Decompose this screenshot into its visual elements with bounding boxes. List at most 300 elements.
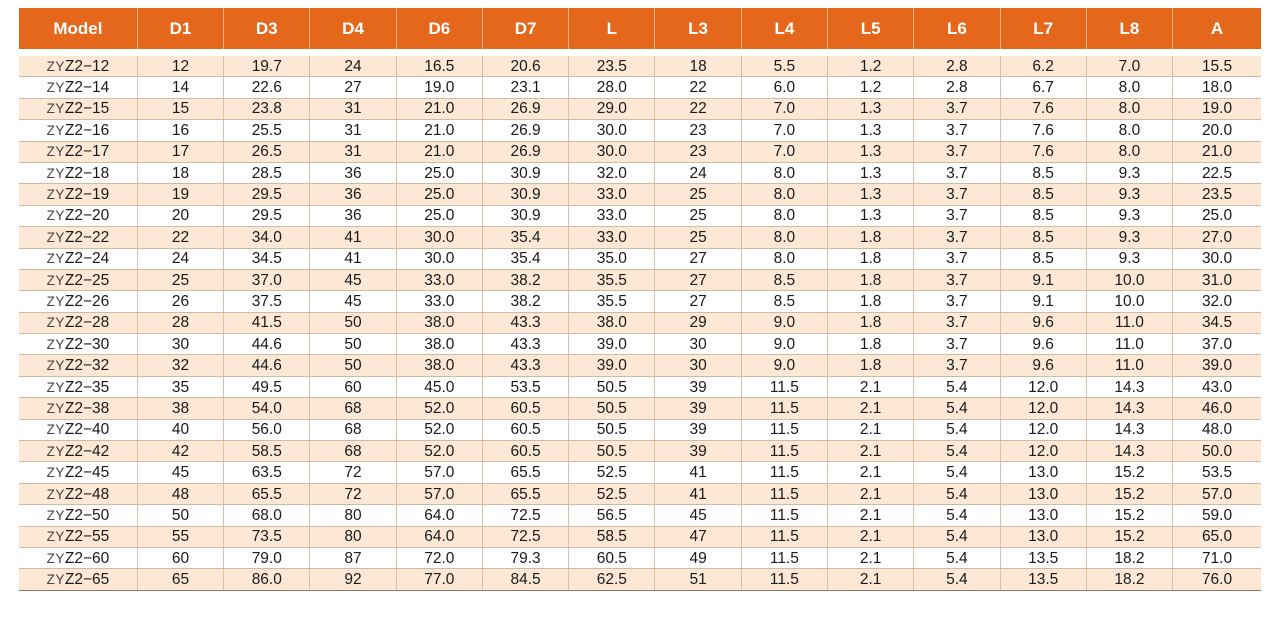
cell-d7: 26.9	[482, 141, 568, 162]
model-prefix: ZY	[46, 572, 65, 588]
cell-d7: 23.1	[482, 77, 568, 98]
cell-l7: 8.5	[1000, 205, 1086, 226]
cell-l4: 11.5	[741, 376, 827, 397]
cell-a: 57.0	[1173, 483, 1261, 504]
cell-d7: 60.5	[482, 398, 568, 419]
cell-l: 30.0	[569, 120, 655, 141]
cell-l8: 14.3	[1086, 376, 1172, 397]
model-suffix: Z2−17	[64, 143, 110, 161]
column-header-l: L	[569, 8, 655, 49]
cell-l4: 8.0	[741, 227, 827, 248]
table-row	[19, 376, 1261, 397]
cell-l3: 23	[655, 141, 741, 162]
model-suffix: Z2−55	[64, 528, 110, 546]
cell-d7: 65.5	[482, 462, 568, 483]
model-suffix: Z2−20	[64, 207, 110, 225]
cell-l7: 9.6	[1000, 312, 1086, 333]
cell-d6: 33.0	[396, 269, 482, 290]
table-row	[19, 355, 1261, 376]
cell-d3: 58.5	[224, 441, 310, 462]
cell-l8: 8.0	[1086, 98, 1172, 119]
column-header-l8: L8	[1086, 8, 1172, 49]
table-row	[19, 269, 1261, 290]
model-suffix: Z2−60	[64, 549, 110, 567]
cell-d3: 44.6	[224, 355, 310, 376]
cell-l7: 13.0	[1000, 505, 1086, 526]
cell-l4: 9.0	[741, 334, 827, 355]
cell-l4: 11.5	[741, 526, 827, 547]
cell-a: 21.0	[1173, 141, 1261, 162]
model-prefix: ZY	[46, 422, 65, 438]
model-suffix: Z2−65	[64, 571, 110, 589]
cell-l3: 22	[655, 77, 741, 98]
cell-d4: 31	[310, 98, 396, 119]
cell-l3: 30	[655, 334, 741, 355]
table-row	[19, 398, 1261, 419]
model-prefix: ZY	[46, 229, 65, 245]
model-prefix: ZY	[46, 465, 65, 481]
model-prefix: ZY	[46, 379, 65, 395]
model-suffix: Z2−22	[64, 228, 110, 246]
cell-l6: 2.8	[914, 56, 1000, 77]
cell-a: 25.0	[1173, 205, 1261, 226]
model-prefix: ZY	[46, 122, 65, 138]
model-prefix: ZY	[46, 208, 65, 224]
cell-l4: 11.5	[741, 441, 827, 462]
cell-d7: 60.5	[482, 441, 568, 462]
cell-d3: 63.5	[224, 462, 310, 483]
cell-d1: 18	[137, 162, 223, 183]
cell-l3: 41	[655, 462, 741, 483]
cell-d6: 45.0	[396, 376, 482, 397]
cell-a: 31.0	[1173, 269, 1261, 290]
cell-l7: 8.5	[1000, 162, 1086, 183]
cell-d7: 53.5	[482, 376, 568, 397]
cell-l5: 2.1	[828, 505, 914, 526]
cell-a: 50.0	[1173, 441, 1261, 462]
cell-l: 39.0	[569, 334, 655, 355]
cell-l7: 9.6	[1000, 355, 1086, 376]
cell-d4: 31	[310, 120, 396, 141]
cell-a: 71.0	[1173, 547, 1261, 568]
cell-d1: 12	[137, 56, 223, 77]
cell-d7: 30.9	[482, 184, 568, 205]
cell-l6: 5.4	[914, 483, 1000, 504]
cell-l: 50.5	[569, 419, 655, 440]
model-prefix: ZY	[46, 507, 65, 523]
cell-l6: 3.7	[914, 291, 1000, 312]
cell-d4: 80	[310, 505, 396, 526]
cell-l6: 3.7	[914, 205, 1000, 226]
cell-l4: 8.5	[741, 291, 827, 312]
cell-d6: 72.0	[396, 547, 482, 568]
cell-a: 76.0	[1173, 569, 1261, 590]
cell-l: 35.0	[569, 248, 655, 269]
cell-d4: 87	[310, 547, 396, 568]
cell-l6: 3.7	[914, 184, 1000, 205]
cell-l3: 24	[655, 162, 741, 183]
table-row	[19, 547, 1261, 568]
cell-d7: 30.9	[482, 162, 568, 183]
model-prefix: ZY	[46, 187, 65, 203]
model-cell	[19, 569, 137, 590]
model-suffix: Z2−45	[64, 464, 110, 482]
cell-a: 20.0	[1173, 120, 1261, 141]
cell-l8: 11.0	[1086, 334, 1172, 355]
cell-d4: 27	[310, 77, 396, 98]
cell-d3: 73.5	[224, 526, 310, 547]
cell-a: 65.0	[1173, 526, 1261, 547]
cell-d1: 24	[137, 248, 223, 269]
column-header-l3: L3	[655, 8, 741, 49]
cell-l5: 2.1	[828, 419, 914, 440]
table-row	[19, 227, 1261, 248]
cell-d7: 72.5	[482, 505, 568, 526]
model-cell	[19, 56, 137, 77]
cell-l: 58.5	[569, 526, 655, 547]
cell-d3: 19.7	[224, 56, 310, 77]
table-body	[19, 56, 1261, 590]
cell-l5: 1.3	[828, 141, 914, 162]
table-row	[19, 441, 1261, 462]
cell-l5: 2.1	[828, 398, 914, 419]
cell-d6: 77.0	[396, 569, 482, 590]
cell-l5: 2.1	[828, 441, 914, 462]
cell-d3: 54.0	[224, 398, 310, 419]
cell-l: 52.5	[569, 462, 655, 483]
cell-d1: 32	[137, 355, 223, 376]
cell-l3: 23	[655, 120, 741, 141]
cell-a: 34.5	[1173, 312, 1261, 333]
cell-l8: 15.2	[1086, 526, 1172, 547]
cell-l8: 10.0	[1086, 269, 1172, 290]
model-prefix: ZY	[46, 251, 65, 267]
table-row	[19, 483, 1261, 504]
table-row	[19, 569, 1261, 590]
model-suffix: Z2−26	[64, 292, 110, 310]
cell-d1: 42	[137, 441, 223, 462]
cell-l6: 5.4	[914, 505, 1000, 526]
table-row	[19, 526, 1261, 547]
cell-l4: 8.0	[741, 184, 827, 205]
cell-d4: 36	[310, 205, 396, 226]
cell-d1: 50	[137, 505, 223, 526]
cell-d4: 24	[310, 56, 396, 77]
cell-l3: 18	[655, 56, 741, 77]
table-row	[19, 56, 1261, 77]
model-suffix: Z2−12	[64, 57, 110, 75]
cell-l: 29.0	[569, 98, 655, 119]
cell-l7: 13.0	[1000, 462, 1086, 483]
model-suffix: Z2−28	[64, 314, 110, 332]
cell-l5: 1.2	[828, 56, 914, 77]
cell-d4: 50	[310, 334, 396, 355]
cell-d6: 21.0	[396, 98, 482, 119]
column-header-d1: D1	[137, 8, 223, 49]
cell-d3: 34.5	[224, 248, 310, 269]
table-row	[19, 291, 1261, 312]
cell-d4: 60	[310, 376, 396, 397]
cell-d4: 68	[310, 398, 396, 419]
cell-d4: 72	[310, 483, 396, 504]
cell-d6: 30.0	[396, 227, 482, 248]
cell-l4: 9.0	[741, 355, 827, 376]
cell-l8: 9.3	[1086, 227, 1172, 248]
cell-a: 19.0	[1173, 98, 1261, 119]
cell-l8: 7.0	[1086, 56, 1172, 77]
cell-l5: 1.3	[828, 162, 914, 183]
cell-l6: 3.7	[914, 98, 1000, 119]
column-header-d3: D3	[224, 8, 310, 49]
cell-d7: 65.5	[482, 483, 568, 504]
model-prefix: ZY	[46, 165, 65, 181]
table-row	[19, 77, 1261, 98]
table-row	[19, 184, 1261, 205]
cell-d3: 22.6	[224, 77, 310, 98]
cell-d1: 16	[137, 120, 223, 141]
cell-d1: 15	[137, 98, 223, 119]
cell-l3: 30	[655, 355, 741, 376]
cell-a: 53.5	[1173, 462, 1261, 483]
cell-l6: 3.7	[914, 141, 1000, 162]
cell-d3: 26.5	[224, 141, 310, 162]
model-cell	[19, 505, 137, 526]
cell-d6: 38.0	[396, 334, 482, 355]
table-row	[19, 419, 1261, 440]
cell-d4: 92	[310, 569, 396, 590]
cell-d6: 38.0	[396, 312, 482, 333]
cell-l4: 11.5	[741, 547, 827, 568]
cell-l: 23.5	[569, 56, 655, 77]
cell-l7: 12.0	[1000, 376, 1086, 397]
cell-l6: 5.4	[914, 462, 1000, 483]
cell-l: 30.0	[569, 141, 655, 162]
table-row	[19, 334, 1261, 355]
cell-d1: 25	[137, 269, 223, 290]
cell-l4: 7.0	[741, 120, 827, 141]
model-prefix: ZY	[46, 336, 65, 352]
model-cell	[19, 184, 137, 205]
cell-l3: 41	[655, 483, 741, 504]
cell-d1: 38	[137, 398, 223, 419]
cell-d4: 41	[310, 227, 396, 248]
model-prefix: ZY	[46, 315, 65, 331]
cell-d6: 21.0	[396, 120, 482, 141]
cell-d3: 68.0	[224, 505, 310, 526]
cell-l4: 7.0	[741, 98, 827, 119]
model-cell	[19, 355, 137, 376]
table-row	[19, 248, 1261, 269]
cell-l6: 2.8	[914, 77, 1000, 98]
cell-l8: 11.0	[1086, 355, 1172, 376]
cell-l: 50.5	[569, 441, 655, 462]
cell-l: 56.5	[569, 505, 655, 526]
model-suffix: Z2−14	[64, 79, 110, 97]
cell-d3: 41.5	[224, 312, 310, 333]
cell-l8: 11.0	[1086, 312, 1172, 333]
cell-l4: 8.0	[741, 248, 827, 269]
cell-l3: 51	[655, 569, 741, 590]
cell-l: 35.5	[569, 269, 655, 290]
cell-l7: 9.1	[1000, 269, 1086, 290]
model-prefix: ZY	[46, 80, 65, 96]
cell-l8: 9.3	[1086, 184, 1172, 205]
cell-l3: 39	[655, 376, 741, 397]
cell-l8: 14.3	[1086, 419, 1172, 440]
cell-d7: 79.3	[482, 547, 568, 568]
model-cell	[19, 77, 137, 98]
column-header-d6: D6	[396, 8, 482, 49]
cell-d4: 80	[310, 526, 396, 547]
cell-l6: 3.7	[914, 120, 1000, 141]
model-cell	[19, 227, 137, 248]
cell-a: 30.0	[1173, 248, 1261, 269]
cell-l6: 5.4	[914, 569, 1000, 590]
model-cell	[19, 334, 137, 355]
cell-d3: 37.5	[224, 291, 310, 312]
cell-l7: 12.0	[1000, 398, 1086, 419]
cell-l3: 25	[655, 205, 741, 226]
cell-l: 62.5	[569, 569, 655, 590]
cell-d3: 86.0	[224, 569, 310, 590]
cell-d7: 26.9	[482, 98, 568, 119]
cell-d6: 64.0	[396, 526, 482, 547]
cell-d3: 49.5	[224, 376, 310, 397]
cell-l3: 39	[655, 419, 741, 440]
cell-l8: 18.2	[1086, 569, 1172, 590]
cell-d7: 38.2	[482, 291, 568, 312]
cell-l4: 11.5	[741, 483, 827, 504]
cell-d3: 23.8	[224, 98, 310, 119]
cell-l7: 12.0	[1000, 419, 1086, 440]
cell-d3: 28.5	[224, 162, 310, 183]
cell-l5: 1.8	[828, 334, 914, 355]
cell-l5: 2.1	[828, 569, 914, 590]
cell-l4: 6.0	[741, 77, 827, 98]
cell-d6: 52.0	[396, 398, 482, 419]
cell-d4: 45	[310, 291, 396, 312]
cell-l3: 47	[655, 526, 741, 547]
cell-l: 32.0	[569, 162, 655, 183]
cell-l8: 10.0	[1086, 291, 1172, 312]
column-header-l7: L7	[1000, 8, 1086, 49]
cell-l8: 14.3	[1086, 441, 1172, 462]
cell-l8: 8.0	[1086, 141, 1172, 162]
cell-l8: 8.0	[1086, 120, 1172, 141]
cell-d6: 57.0	[396, 483, 482, 504]
cell-l5: 2.1	[828, 526, 914, 547]
cell-d1: 17	[137, 141, 223, 162]
cell-l: 35.5	[569, 291, 655, 312]
table-row	[19, 162, 1261, 183]
cell-l7: 13.5	[1000, 547, 1086, 568]
model-suffix: Z2−18	[64, 164, 110, 182]
cell-l: 50.5	[569, 376, 655, 397]
cell-d6: 64.0	[396, 505, 482, 526]
model-prefix: ZY	[46, 550, 65, 566]
model-suffix: Z2−48	[64, 485, 110, 503]
cell-l4: 11.5	[741, 419, 827, 440]
cell-l8: 9.3	[1086, 162, 1172, 183]
model-cell	[19, 398, 137, 419]
cell-d1: 19	[137, 184, 223, 205]
cell-l7: 13.5	[1000, 569, 1086, 590]
model-cell	[19, 98, 137, 119]
cell-l4: 8.0	[741, 162, 827, 183]
cell-d7: 38.2	[482, 269, 568, 290]
model-cell	[19, 269, 137, 290]
model-cell	[19, 205, 137, 226]
cell-l5: 1.8	[828, 227, 914, 248]
cell-l: 60.5	[569, 547, 655, 568]
cell-l7: 6.7	[1000, 77, 1086, 98]
header-row	[19, 8, 1261, 49]
cell-d6: 30.0	[396, 248, 482, 269]
cell-d4: 72	[310, 462, 396, 483]
cell-d4: 41	[310, 248, 396, 269]
header-gap	[19, 49, 1261, 56]
cell-l5: 1.3	[828, 205, 914, 226]
column-header-l4: L4	[741, 8, 827, 49]
model-prefix: ZY	[46, 58, 65, 74]
cell-l3: 25	[655, 184, 741, 205]
model-prefix: ZY	[46, 293, 65, 309]
cell-l3: 25	[655, 227, 741, 248]
cell-l8: 15.2	[1086, 462, 1172, 483]
cell-l7: 8.5	[1000, 184, 1086, 205]
cell-d3: 79.0	[224, 547, 310, 568]
cell-l4: 8.0	[741, 205, 827, 226]
cell-l4: 11.5	[741, 505, 827, 526]
cell-l4: 11.5	[741, 569, 827, 590]
cell-l6: 5.4	[914, 441, 1000, 462]
model-suffix: Z2−16	[64, 121, 110, 139]
model-cell	[19, 312, 137, 333]
column-header-l6: L6	[914, 8, 1000, 49]
model-cell	[19, 291, 137, 312]
cell-l7: 6.2	[1000, 56, 1086, 77]
cell-l6: 3.7	[914, 334, 1000, 355]
cell-d1: 35	[137, 376, 223, 397]
cell-d6: 25.0	[396, 205, 482, 226]
cell-l5: 1.3	[828, 120, 914, 141]
table-row	[19, 312, 1261, 333]
cell-l4: 9.0	[741, 312, 827, 333]
cell-a: 39.0	[1173, 355, 1261, 376]
cell-d4: 36	[310, 162, 396, 183]
model-suffix: Z2−15	[64, 100, 110, 118]
model-suffix: Z2−25	[64, 271, 110, 289]
cell-d6: 38.0	[396, 355, 482, 376]
column-header-l5: L5	[828, 8, 914, 49]
cell-a: 18.0	[1173, 77, 1261, 98]
cell-d3: 56.0	[224, 419, 310, 440]
cell-l4: 5.5	[741, 56, 827, 77]
cell-l: 33.0	[569, 184, 655, 205]
cell-l5: 2.1	[828, 376, 914, 397]
cell-l5: 2.1	[828, 547, 914, 568]
cell-l8: 8.0	[1086, 77, 1172, 98]
model-suffix: Z2−38	[64, 399, 110, 417]
cell-l7: 7.6	[1000, 98, 1086, 119]
cell-d6: 52.0	[396, 441, 482, 462]
cell-d3: 34.0	[224, 227, 310, 248]
cell-d7: 35.4	[482, 227, 568, 248]
cell-d4: 31	[310, 141, 396, 162]
cell-l3: 29	[655, 312, 741, 333]
cell-d7: 84.5	[482, 569, 568, 590]
cell-l5: 1.3	[828, 184, 914, 205]
